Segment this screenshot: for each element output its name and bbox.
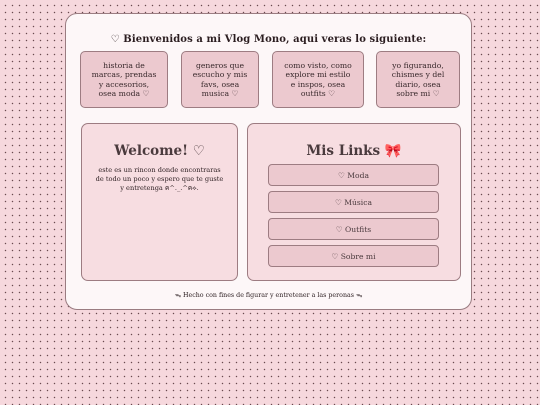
- welcome-line: de todo un poco y espero que te guste: [95, 175, 224, 184]
- topic-card-moda: [80, 51, 168, 108]
- welcome-line: este es un rincon donde encontraras: [98, 166, 221, 174]
- welcome-line: y entretenga ฅ^._.^ฅ⟡.: [120, 184, 199, 193]
- topic-line: yo figurando,: [392, 60, 444, 70]
- links-heading: Mis Links 🎀: [306, 143, 402, 159]
- main-card: [65, 13, 472, 310]
- link-musica-button[interactable]: ♡ Música: [268, 191, 439, 213]
- topic-card-sobre-mi: [376, 51, 460, 108]
- topic-line: sobre mi ♡: [396, 88, 440, 98]
- topic-line: como visto, como: [284, 60, 352, 70]
- topic-text: [392, 61, 445, 99]
- topic-line: marcas, prendas: [91, 70, 157, 80]
- topic-line: escucho y mis: [192, 70, 248, 80]
- welcome-heading: Welcome! ♡: [114, 143, 205, 159]
- topic-line: favs, osea: [200, 79, 240, 89]
- topic-card-musica: [181, 51, 259, 108]
- topic-line: y accesorios,: [98, 79, 150, 89]
- link-moda-button[interactable]: ♡ Moda: [268, 164, 439, 186]
- welcome-panel: [81, 123, 238, 281]
- topic-text: [284, 61, 352, 99]
- topic-line: historia de: [103, 60, 145, 70]
- footer-text: ᯓ Hecho con fines de figurar y entretener a las peronas ᯓ: [174, 292, 363, 299]
- topic-text: [193, 61, 248, 99]
- topic-text: [92, 61, 157, 99]
- link-outfits-button[interactable]: ♡ Outfits: [268, 218, 439, 240]
- link-sobre-mi-button[interactable]: ♡ Sobre mi: [268, 245, 439, 267]
- links-panel: [247, 123, 461, 281]
- topic-line: explore mi estilo: [285, 70, 351, 80]
- page-title: ♡ Bienvenidos a mi Vlog Mono, aqui veras lo siguiente:: [110, 34, 427, 45]
- topic-line: osea moda ♡: [98, 88, 150, 98]
- topic-card-outfits: [272, 51, 364, 108]
- topic-line: musica ♡: [201, 88, 239, 98]
- topic-line: diario, osea: [395, 79, 441, 89]
- welcome-text: [90, 166, 229, 194]
- topic-line: chismes y del: [391, 70, 445, 80]
- topic-line: generos que: [195, 60, 245, 70]
- topic-line: outfits ♡: [300, 88, 336, 98]
- topic-line: e inspos, osea: [290, 79, 346, 89]
